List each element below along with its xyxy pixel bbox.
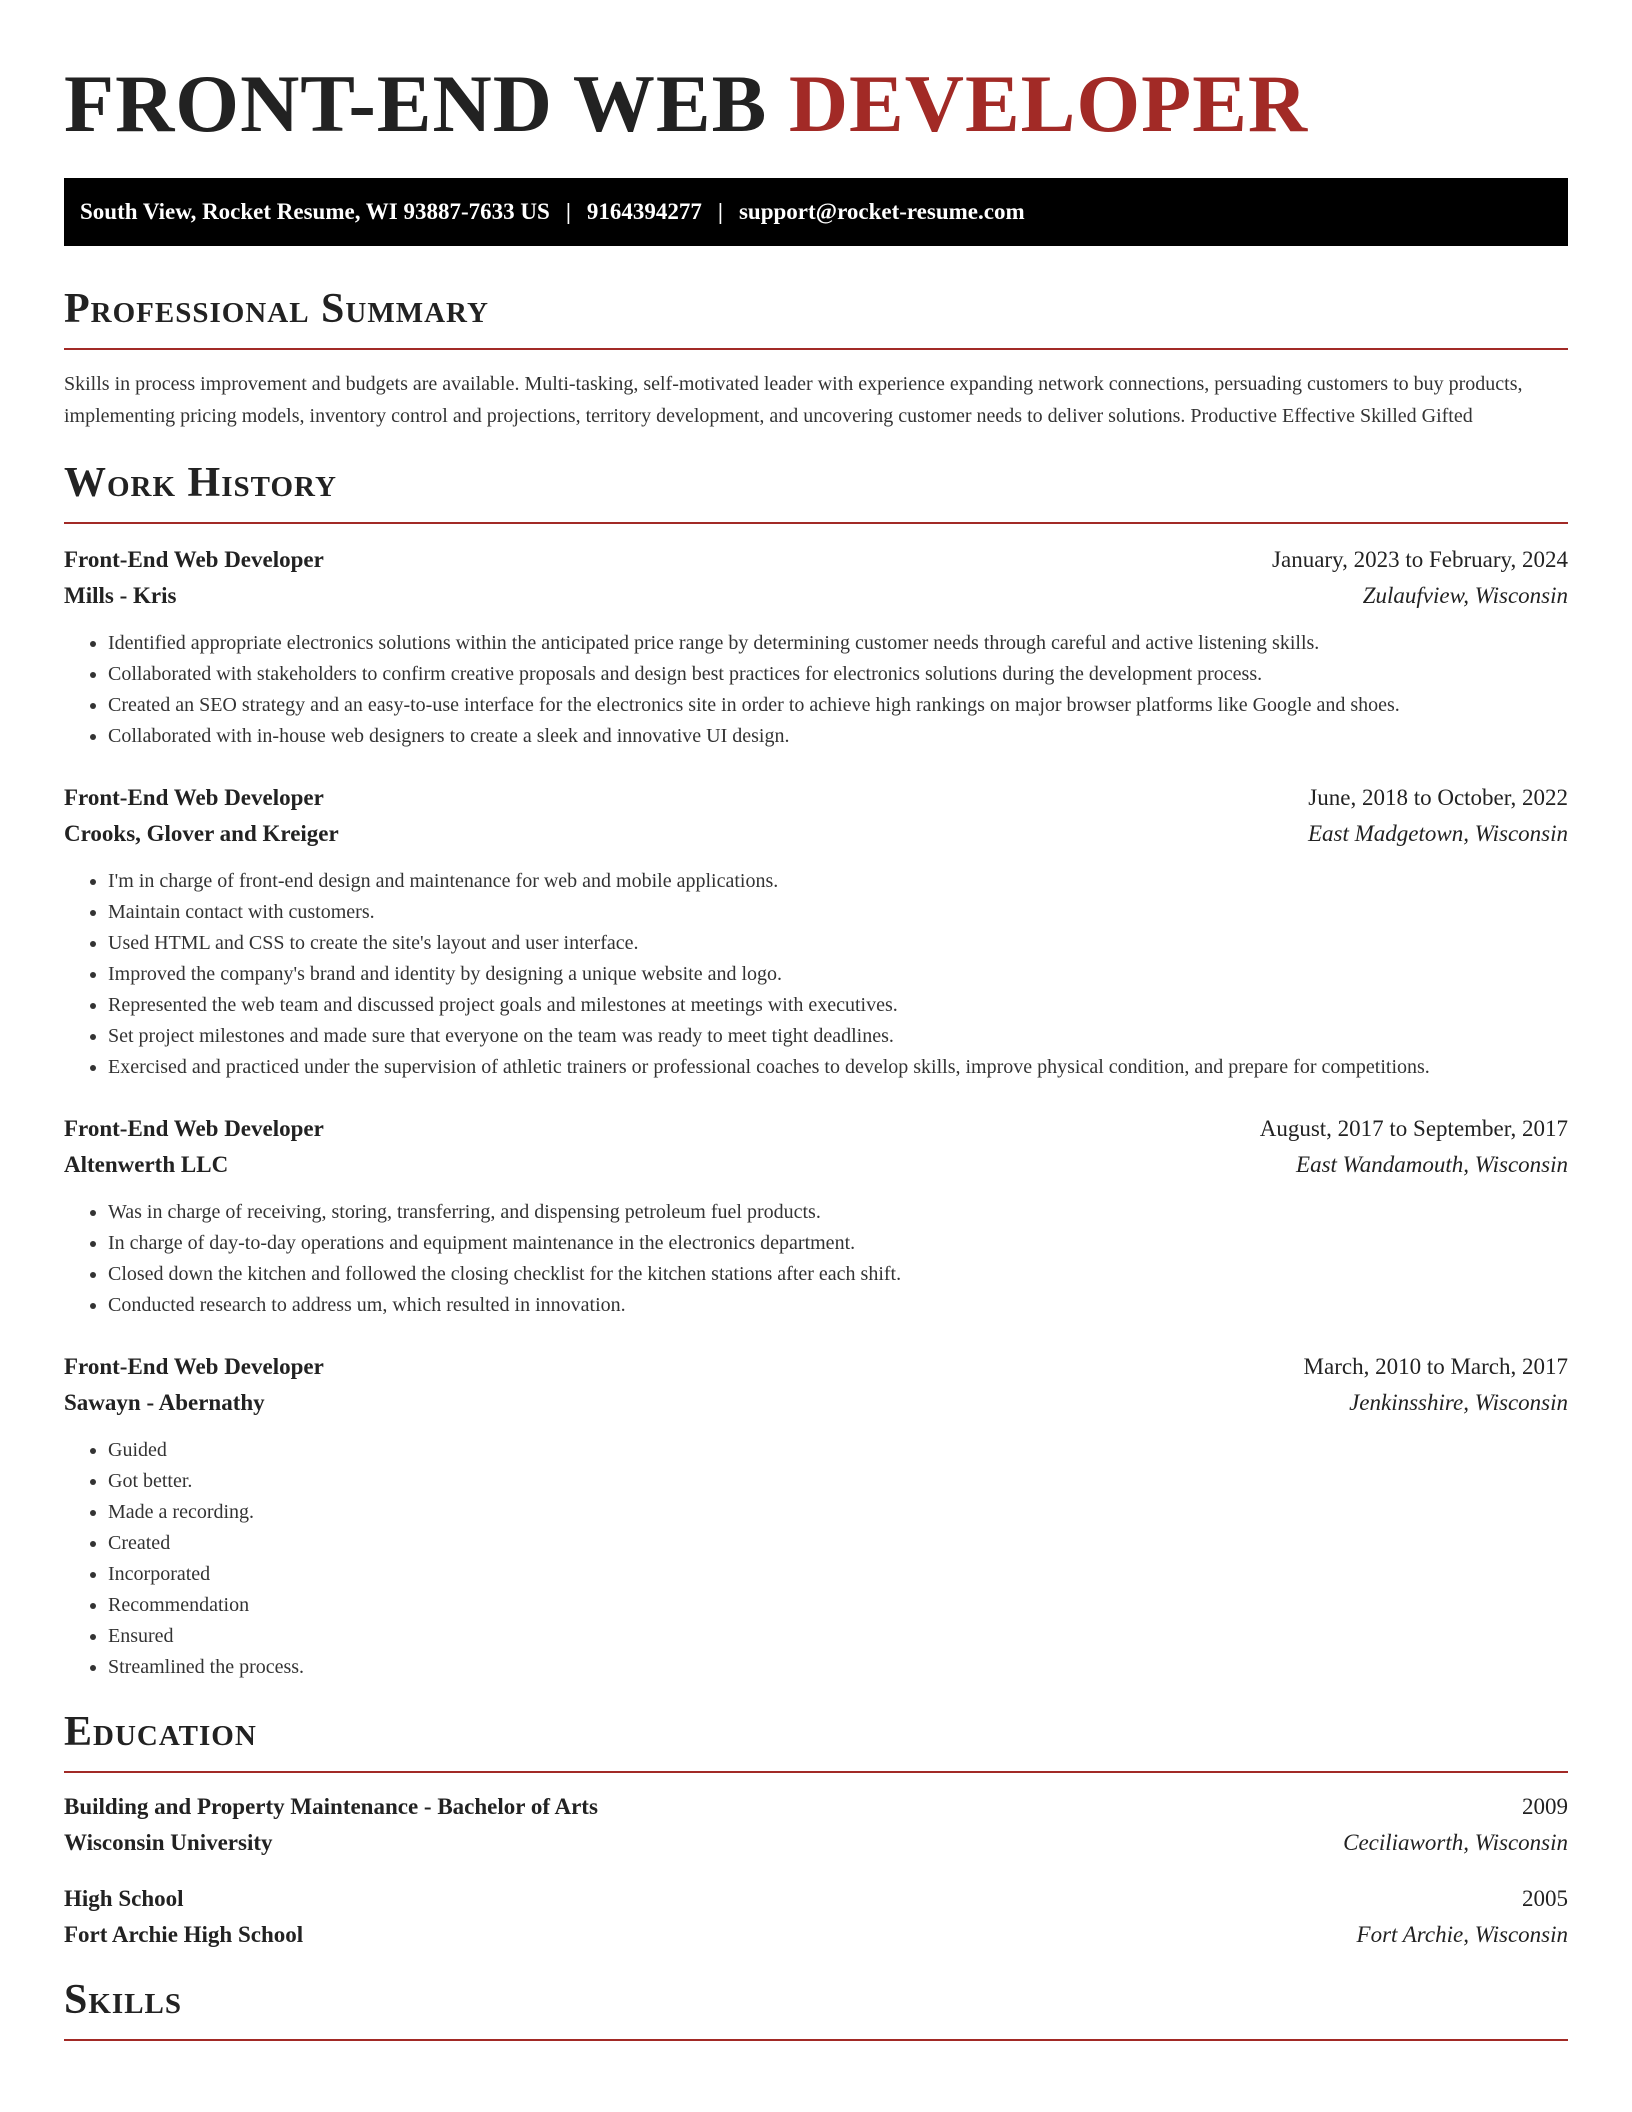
job-bullet: • Closed down the kitchen and followed the closing checklist for the kitchen stations after each shift. bbox=[108, 1259, 1568, 1290]
job-bullets bbox=[64, 1435, 1568, 1683]
job-bullets bbox=[64, 1197, 1568, 1321]
education-degree-row bbox=[64, 1881, 1568, 1917]
job-bullet: • Represented the web team and discussed project goals and milestones at meetings with executives. bbox=[108, 990, 1568, 1021]
title-accent: DEVELOPER bbox=[788, 58, 1309, 149]
section-divider bbox=[64, 2039, 1568, 2041]
job-company: Sawayn - Abernathy bbox=[64, 1390, 265, 1415]
job-company: Altenwerth LLC bbox=[64, 1152, 229, 1177]
job-bullet: • Streamlined the process. bbox=[108, 1652, 1568, 1683]
education-year: 2009 bbox=[1522, 1794, 1568, 1819]
contact-separator: | bbox=[717, 199, 723, 224]
job-title: Front-End Web Developer bbox=[64, 1354, 324, 1379]
job-bullet: • Collaborated with in-house web designers to create a sleek and innovative UI design. bbox=[108, 721, 1568, 752]
job-header-row bbox=[64, 1111, 1568, 1147]
section-title-work-history: Work History bbox=[64, 460, 337, 506]
contact-email[interactable]: support@rocket-resume.com bbox=[738, 199, 1025, 224]
section-divider bbox=[64, 522, 1568, 524]
contact-phone: 9164394277 bbox=[586, 199, 702, 224]
education-entry bbox=[64, 1881, 1568, 1953]
job-location: Jenkinsshire, Wisconsin bbox=[1349, 1390, 1568, 1415]
section-title-summary: Professional Summary bbox=[64, 286, 489, 332]
job-company-row bbox=[64, 816, 1568, 852]
job-bullet: • Created bbox=[108, 1528, 1568, 1559]
job-bullet: • Was in charge of receiving, storing, transferring, and dispensing petroleum fuel products. bbox=[108, 1197, 1568, 1228]
job-bullet: • Ensured bbox=[108, 1621, 1568, 1652]
summary-section bbox=[64, 284, 1568, 432]
education-year: 2005 bbox=[1522, 1886, 1568, 1911]
job-company: Crooks, Glover and Kreiger bbox=[64, 821, 339, 846]
job-company: Mills - Kris bbox=[64, 583, 177, 608]
section-title-skills: Skills bbox=[64, 1977, 183, 2023]
job-dates: June, 2018 to October, 2022 bbox=[1308, 785, 1568, 810]
job-dates: March, 2010 to March, 2017 bbox=[1303, 1354, 1568, 1379]
job-bullet: • Maintain contact with customers. bbox=[108, 897, 1568, 928]
education-entry bbox=[64, 1789, 1568, 1861]
job-bullet: • Recommendation bbox=[108, 1590, 1568, 1621]
contact-separator: | bbox=[565, 199, 571, 224]
job-bullet: • Collaborated with stakeholders to confirm creative proposals and design best practices for electronics solutions during the development process. bbox=[108, 659, 1568, 690]
contact-address: South View, Rocket Resume, WI 93887-7633 US bbox=[80, 199, 550, 224]
education-school-row bbox=[64, 1917, 1568, 1953]
job-bullet: • Exercised and practiced under the supervision of athletic trainers or professional coaches to develop skills, improve physical condition, and prepare for competitions. bbox=[108, 1052, 1568, 1083]
job-company-row bbox=[64, 1147, 1568, 1183]
job-company-row bbox=[64, 1385, 1568, 1421]
education-school-row bbox=[64, 1825, 1568, 1861]
job-title: Front-End Web Developer bbox=[64, 785, 324, 810]
education-school: Wisconsin University bbox=[64, 1830, 273, 1855]
education-degree: Building and Property Maintenance - Bachelor of Arts bbox=[64, 1794, 598, 1819]
job-location: East Madgetown, Wisconsin bbox=[1307, 821, 1568, 846]
title-main: FRONT-END WEB bbox=[64, 58, 768, 149]
section-divider bbox=[64, 1771, 1568, 1773]
job-bullet: • Used HTML and CSS to create the site's layout and user interface. bbox=[108, 928, 1568, 959]
work-history-section bbox=[64, 458, 1568, 1683]
job-bullet: • In charge of day-to-day operations and equipment maintenance in the electronics department. bbox=[108, 1228, 1568, 1259]
education-location: Ceciliaworth, Wisconsin bbox=[1343, 1830, 1568, 1855]
education-degree-row bbox=[64, 1789, 1568, 1825]
job-bullet: • Created an SEO strategy and an easy-to-use interface for the electronics site in order to achieve high rankings on major browser platforms like Google and shoes. bbox=[108, 690, 1568, 721]
section-title-education: Education bbox=[64, 1709, 257, 1755]
job-entry bbox=[64, 542, 1568, 752]
resume-title bbox=[64, 0, 1568, 152]
job-entry bbox=[64, 780, 1568, 1083]
job-location: East Wandamouth, Wisconsin bbox=[1296, 1152, 1568, 1177]
job-entry bbox=[64, 1111, 1568, 1321]
job-dates: January, 2023 to February, 2024 bbox=[1272, 547, 1568, 572]
summary-text: Skills in process improvement and budgets are available. Multi-tasking, self-motivated leader with experience expanding network connections, persuading customers to buy products, implementing pricing models, inventory control and projections, territory development, and uncovering customer needs to deliver solutions. Productive Effective Skilled Gifted bbox=[64, 373, 1523, 427]
education-section bbox=[64, 1707, 1568, 1953]
education-school: Fort Archie High School bbox=[64, 1922, 304, 1947]
job-bullet: • Conducted research to address um, which resulted in innovation. bbox=[108, 1290, 1568, 1321]
job-bullet: • Guided bbox=[108, 1435, 1568, 1466]
job-header-row bbox=[64, 780, 1568, 816]
job-bullet: • Incorporated bbox=[108, 1559, 1568, 1590]
section-divider bbox=[64, 348, 1568, 350]
job-header-row bbox=[64, 542, 1568, 578]
job-title: Front-End Web Developer bbox=[64, 1116, 324, 1141]
job-bullet: • Got better. bbox=[108, 1466, 1568, 1497]
job-bullet: • Set project milestones and made sure that everyone on the team was ready to meet tight deadlines. bbox=[108, 1021, 1568, 1052]
job-title: Front-End Web Developer bbox=[64, 547, 324, 572]
job-entry bbox=[64, 1349, 1568, 1683]
education-degree: High School bbox=[64, 1886, 184, 1911]
job-bullets bbox=[64, 866, 1568, 1083]
education-location: Fort Archie, Wisconsin bbox=[1356, 1922, 1568, 1947]
contact-bar bbox=[64, 178, 1568, 246]
job-company-row bbox=[64, 578, 1568, 614]
job-header-row bbox=[64, 1349, 1568, 1385]
job-bullet: • I'm in charge of front-end design and maintenance for web and mobile applications. bbox=[108, 866, 1568, 897]
job-bullet: • Identified appropriate electronics solutions within the anticipated price range by determining customer needs through careful and active listening skills. bbox=[108, 628, 1568, 659]
skills-section bbox=[64, 1975, 1568, 2041]
job-bullet: • Improved the company's brand and identity by designing a unique website and logo. bbox=[108, 959, 1568, 990]
job-bullet: • Made a recording. bbox=[108, 1497, 1568, 1528]
job-dates: August, 2017 to September, 2017 bbox=[1259, 1116, 1568, 1141]
job-location: Zulaufview, Wisconsin bbox=[1362, 583, 1568, 608]
job-bullets bbox=[64, 628, 1568, 752]
